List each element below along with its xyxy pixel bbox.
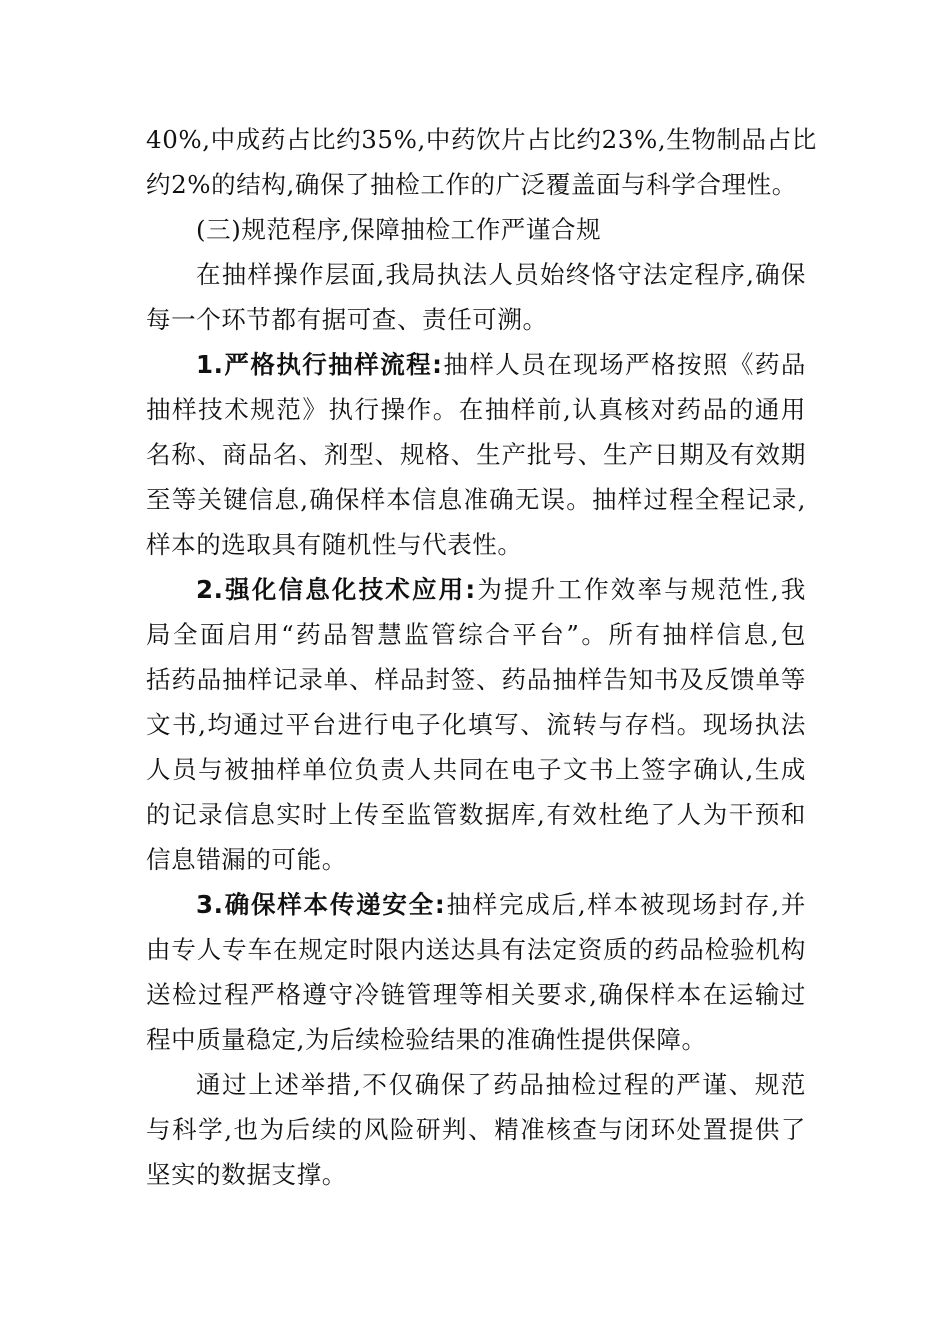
section-heading: (三)规范程序,保障抽检工作严谨合规 <box>196 215 602 244</box>
list-item-text: 为提升工作效率与规范性,我 <box>475 575 806 604</box>
paragraph-line: 信息错漏的可能。 <box>146 845 347 874</box>
paragraph-line: 局全面启用“药品智慧监管综合平台”。所有抽样信息,包 <box>146 620 806 649</box>
paragraph-line: 括药品抽样记录单、样品封签、药品抽样告知书及反馈单等 <box>146 665 806 694</box>
paragraph-line: 文书,均通过平台进行电子化填写、流转与存档。现场执法 <box>146 710 806 739</box>
paragraph-line: 送检过程严格遵守冷链管理等相关要求,确保样本在运输过 <box>146 980 806 1009</box>
paragraph-line: 名称、商品名、剂型、规格、生产批号、生产日期及有效期 <box>146 440 806 469</box>
paragraph-line: 样本的选取具有随机性与代表性。 <box>146 530 523 559</box>
paragraph-line: 40%,中成药占比约35%,中药饮片占比约23%,生物制品占比 <box>146 125 817 154</box>
list-item-text: 抽样完成后,样本被现场封存,并 <box>445 890 806 919</box>
paragraph-line: 通过上述举措,不仅确保了药品抽检过程的严谨、规范 <box>196 1070 806 1099</box>
paragraph-line: 程中质量稳定,为后续检验结果的准确性提供保障。 <box>146 1025 707 1054</box>
paragraph-line: 约2%的结构,确保了抽检工作的广泛覆盖面与科学合理性。 <box>146 170 797 199</box>
list-item-title: 2.强化信息化技术应用: <box>196 575 476 604</box>
paragraph-line: 在抽样操作层面,我局执法人员始终恪守法定程序,确保 <box>196 260 806 289</box>
paragraph-line: 坚实的数据支撑。 <box>146 1160 347 1189</box>
list-item-first-line <box>196 889 806 921</box>
paragraph-line: 每一个环节都有据可查、责任可溯。 <box>146 305 548 334</box>
list-item-title: 1.严格执行抽样流程: <box>196 350 443 379</box>
list-item-first-line <box>196 574 806 606</box>
paragraph-line: 的记录信息实时上传至监管数据库,有效杜绝了人为干预和 <box>146 800 806 829</box>
list-item-title: 3.确保样本传递安全: <box>196 890 446 919</box>
paragraph-line: 至等关键信息,确保样本信息准确无误。抽样过程全程记录, <box>146 485 806 514</box>
list-item-first-line <box>196 349 806 381</box>
paragraph-line: 与科学,也为后续的风险研判、精准核查与闭环处置提供了 <box>146 1115 806 1144</box>
list-item-text: 抽样人员在现场严格按照《药品 <box>442 350 806 379</box>
paragraph-line: 由专人专车在规定时限内送达具有法定资质的药品检验机构 <box>146 935 806 964</box>
paragraph-line: 人员与被抽样单位负责人共同在电子文书上签字确认,生成 <box>146 755 806 784</box>
paragraph-line: 抽样技术规范》执行操作。在抽样前,认真核对药品的通用 <box>146 395 806 424</box>
